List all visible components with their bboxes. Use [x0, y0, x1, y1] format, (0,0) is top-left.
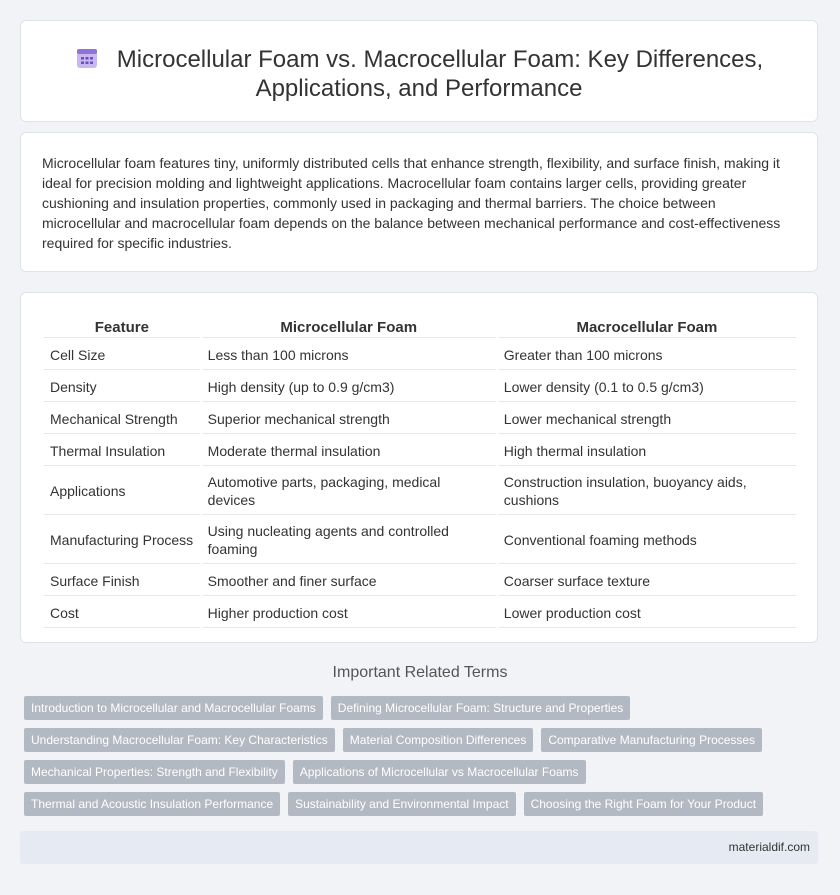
table-header-row	[44, 317, 796, 338]
comparison-table-card	[20, 292, 818, 643]
related-term-tag[interactable]: Sustainability and Environmental Impact	[288, 792, 515, 816]
table-row	[44, 598, 796, 628]
comparison-table	[42, 315, 798, 630]
related-term-tag[interactable]: Choosing the Right Foam for Your Product	[524, 792, 763, 816]
table-row	[44, 404, 796, 434]
macro-cell: Lower mechanical strength	[498, 404, 796, 434]
related-term-tag[interactable]: Material Composition Differences	[343, 728, 534, 752]
header-macrocellular: Macrocellular Foam	[498, 317, 796, 338]
header-feature: Feature	[44, 317, 200, 338]
micro-cell: Using nucleating agents and controlled foaming	[202, 517, 496, 564]
related-term-tag[interactable]: Understanding Macrocellular Foam: Key Characteristics	[24, 728, 335, 752]
calendar-icon	[75, 46, 99, 70]
micro-cell: Automotive parts, packaging, medical devices	[202, 468, 496, 515]
related-terms-heading: Important Related Terms	[332, 664, 508, 681]
related-term-tag[interactable]: Thermal and Acoustic Insulation Performance	[24, 792, 280, 816]
micro-cell: Smoother and finer surface	[202, 566, 496, 596]
related-terms-tags	[24, 696, 814, 824]
macro-cell: Lower density (0.1 to 0.5 g/cm3)	[498, 372, 796, 402]
table-row	[44, 436, 796, 466]
intro-paragraph: Microcellular foam features tiny, uniformly distributed cells that enhance strength, flexibility, and surface finish, making it ideal for precision molding and lightweight applications. Macrocellular foam contains larger cells, providing greater cushioning and insulation properties, commonly used in packaging and thermal barriers. The choice between microcellular and macrocellular foam depends on the balance between mechanical performance and cost-effectiveness required for specific industries.	[42, 155, 781, 251]
feature-cell: Density	[44, 372, 200, 402]
feature-cell: Mechanical Strength	[44, 404, 200, 434]
micro-cell: High density (up to 0.9 g/cm3)	[202, 372, 496, 402]
macro-cell: Conventional foaming methods	[498, 517, 796, 564]
header-microcellular: Microcellular Foam	[202, 317, 496, 338]
page-title: Microcellular Foam vs. Macrocellular Foam: Key Differences, Applications, and Performance	[116, 46, 764, 102]
macro-cell: Greater than 100 microns	[498, 340, 796, 370]
table-row	[44, 340, 796, 370]
related-term-tag[interactable]: Applications of Microcellular vs Macrocellular Foams	[293, 760, 586, 784]
feature-cell: Applications	[44, 468, 200, 515]
macro-cell: Coarser surface texture	[498, 566, 796, 596]
tag-row	[24, 760, 814, 784]
macro-cell: Lower production cost	[498, 598, 796, 628]
related-term-tag[interactable]: Defining Microcellular Foam: Structure and Properties	[331, 696, 630, 720]
micro-cell: Higher production cost	[202, 598, 496, 628]
table-row	[44, 468, 796, 515]
micro-cell: Moderate thermal insulation	[202, 436, 496, 466]
page-title-wrap	[21, 45, 817, 103]
table-row	[44, 517, 796, 564]
tag-row	[24, 728, 814, 752]
title-card	[20, 20, 818, 122]
footer	[20, 831, 818, 864]
feature-cell: Cost	[44, 598, 200, 628]
footer-site-link[interactable]: materialdif.com	[728, 840, 810, 854]
feature-cell: Thermal Insulation	[44, 436, 200, 466]
macro-cell: Construction insulation, buoyancy aids, cushions	[498, 468, 796, 515]
micro-cell: Superior mechanical strength	[202, 404, 496, 434]
macro-cell: High thermal insulation	[498, 436, 796, 466]
related-term-tag[interactable]: Mechanical Properties: Strength and Flexibility	[24, 760, 285, 784]
intro-card	[20, 132, 818, 272]
tag-row	[24, 792, 814, 816]
table-row	[44, 372, 796, 402]
table-row	[44, 566, 796, 596]
related-term-tag[interactable]: Comparative Manufacturing Processes	[541, 728, 762, 752]
feature-cell: Cell Size	[44, 340, 200, 370]
feature-cell: Manufacturing Process	[44, 517, 200, 564]
micro-cell: Less than 100 microns	[202, 340, 496, 370]
related-term-tag[interactable]: Introduction to Microcellular and Macrocellular Foams	[24, 696, 323, 720]
tag-row	[24, 696, 814, 720]
feature-cell: Surface Finish	[44, 566, 200, 596]
